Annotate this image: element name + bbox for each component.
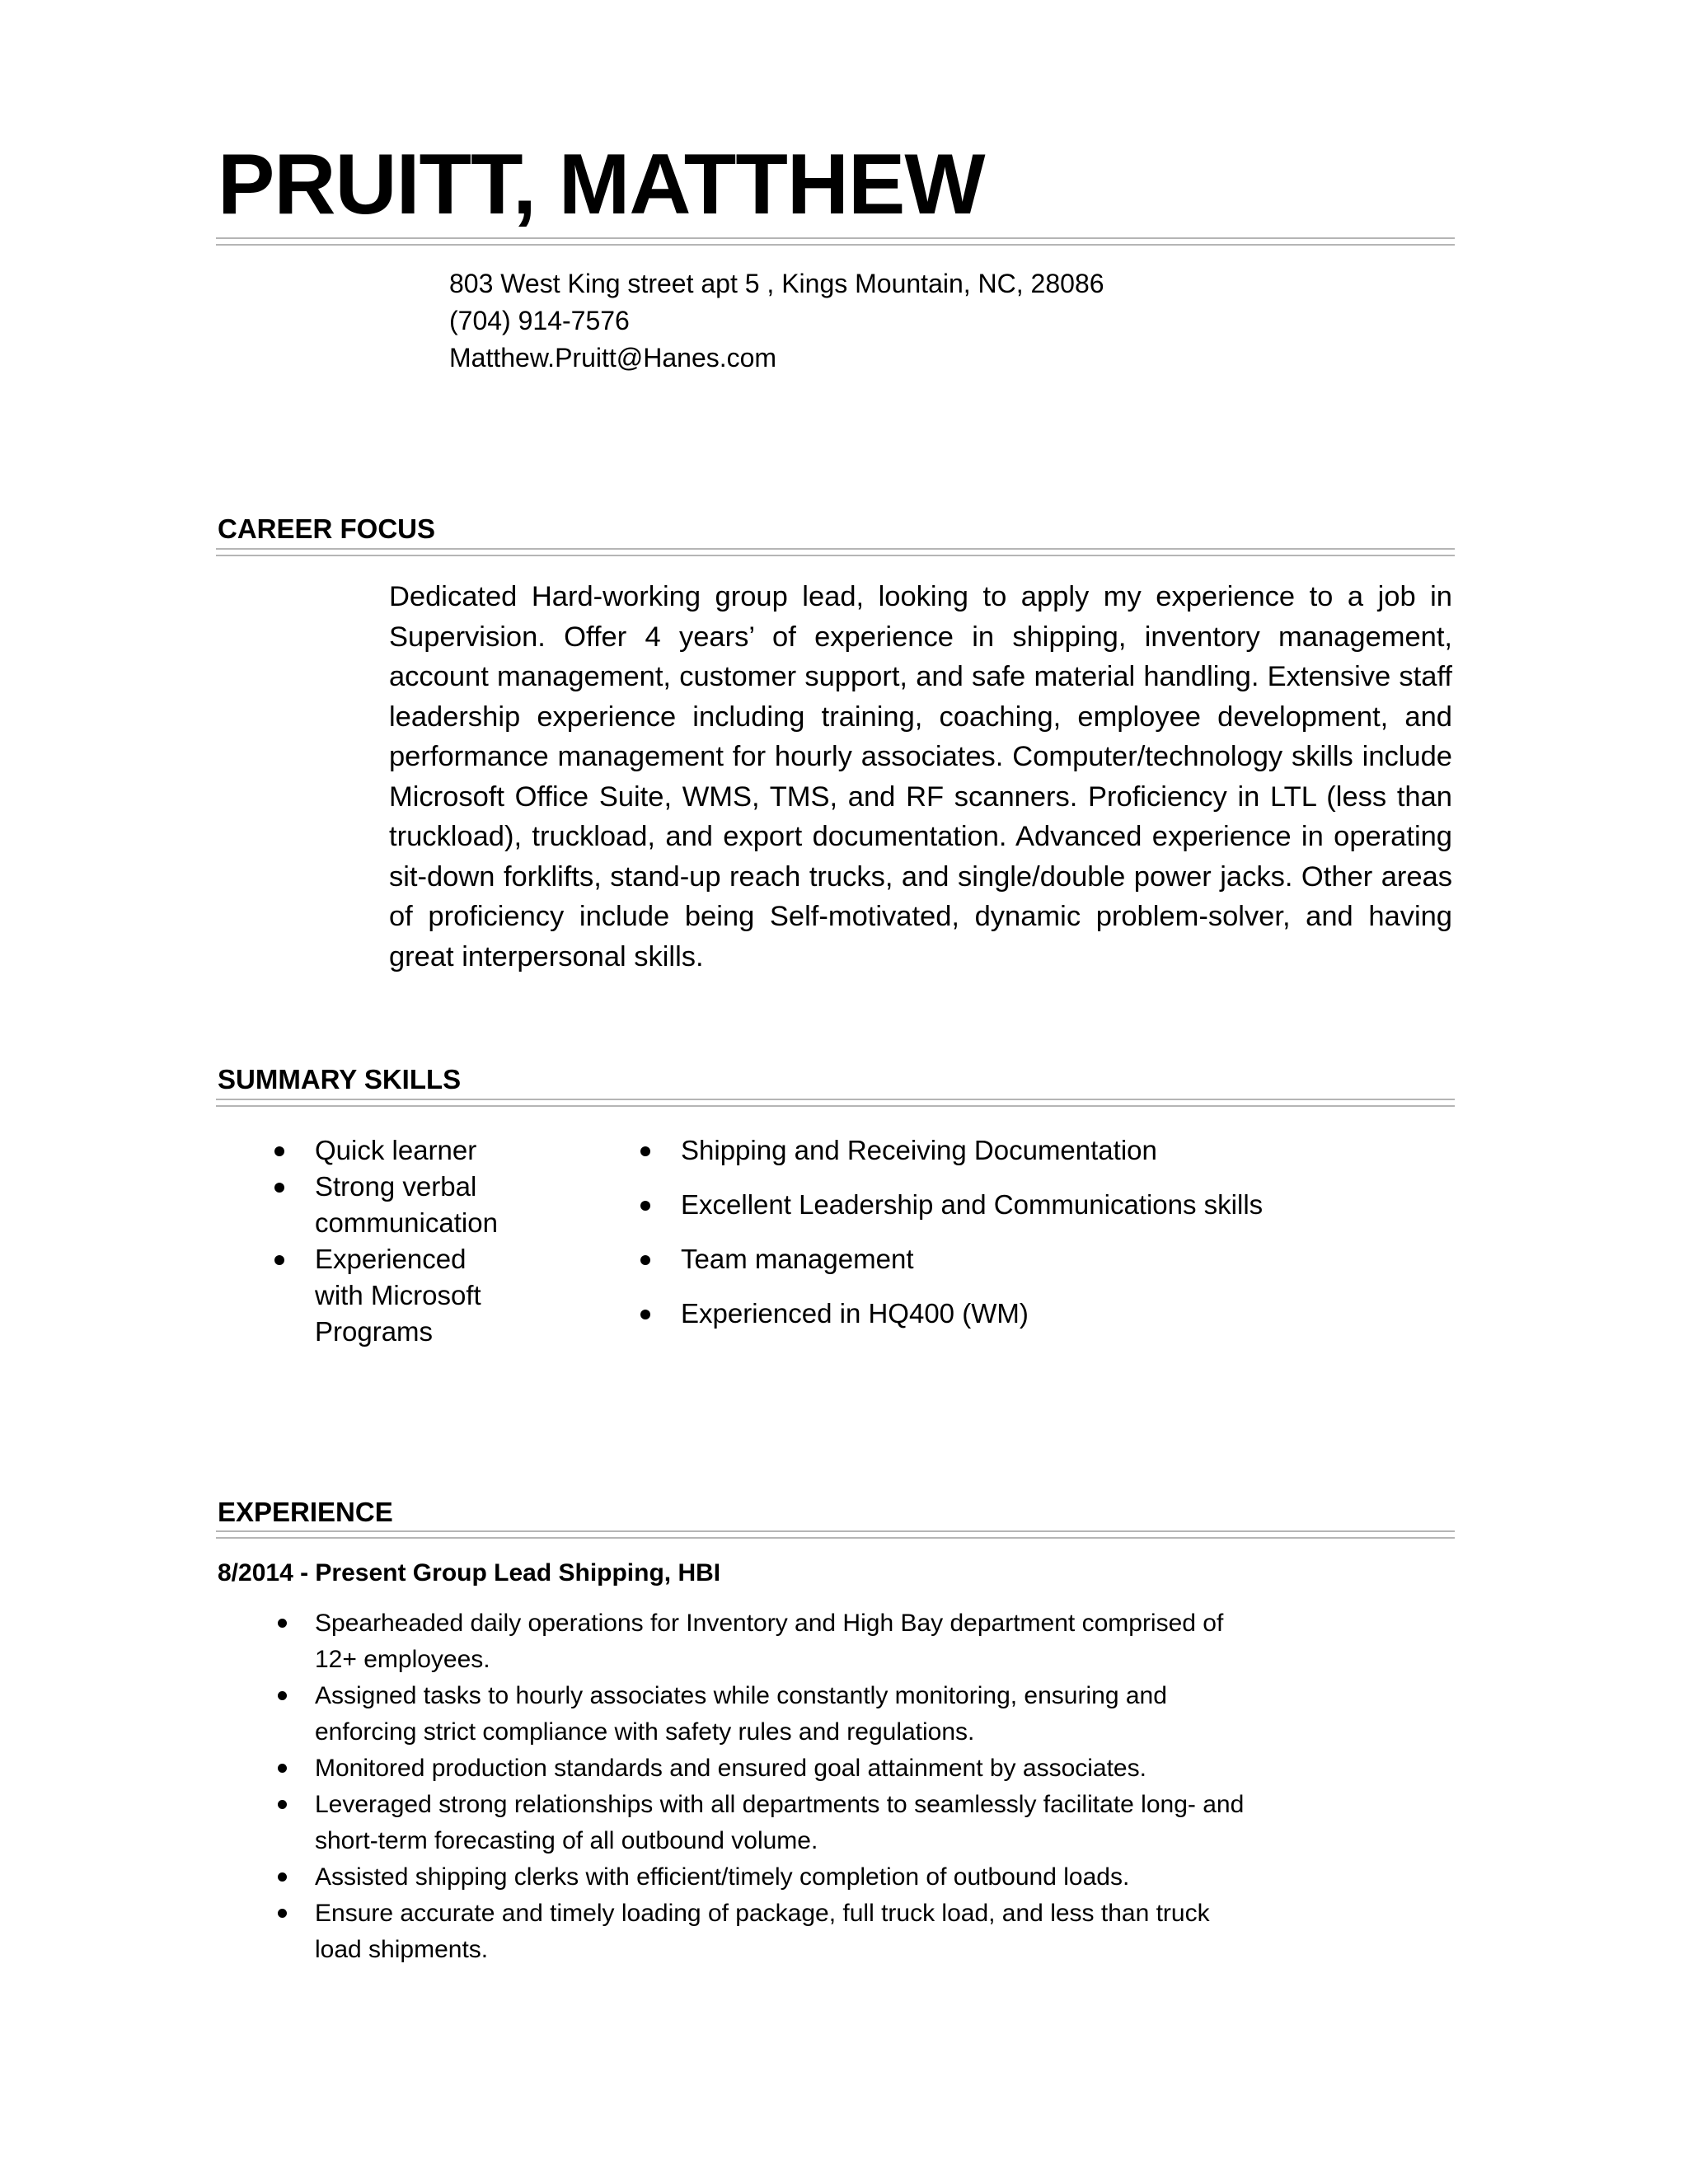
- section-title-career-focus: CAREER FOCUS: [218, 513, 436, 544]
- skill-label: Quick learner: [315, 1135, 477, 1165]
- list-item: [315, 1605, 1263, 1678]
- bullet-icon: [640, 1310, 650, 1319]
- list-item: [315, 1896, 1263, 1968]
- summary-skills-divider: [216, 1099, 1455, 1107]
- experience-bullet-text: Leveraged strong relationships with all departments to seamlessly facilitate long- and short-term forecasting of all outbound volume.: [315, 1791, 1245, 1854]
- bullet-icon: [640, 1146, 650, 1156]
- address: 803 West King street apt 5 , Kings Mountain, NC, 28086: [449, 269, 1104, 298]
- skills-list-left: [315, 1132, 521, 1350]
- bullet-icon: [274, 1183, 284, 1193]
- list-item: [315, 1169, 521, 1241]
- career-focus-text: Dedicated Hard-working group lead, looking to apply my experience to a job in Supervision. Offer 4 years’ of experience in shipping, inventory management, account management, customer support, and safe material handling. Extensive staff leadership experience including training, coaching, employee development, and performance management for hourly associates. Computer/technology skills include Microsoft Office Suite, WMS, TMS, and RF scanners. Proficiency in LTL (less than truckload), truckload, and export documentation. Advanced experience in operating sit-down forklifts, stand-up reach trucks, and single/double power jacks. Other areas of proficiency include being Self-motivated, dynamic problem-solver, and having great interpersonal skills.: [389, 581, 1452, 972]
- bullet-icon: [278, 1691, 287, 1700]
- contact-block: [449, 265, 1104, 377]
- bullet-icon: [278, 1872, 287, 1882]
- list-item: [315, 1241, 521, 1350]
- career-focus-divider: [216, 548, 1455, 556]
- email[interactable]: Matthew.Pruitt@Hanes.com: [449, 343, 777, 373]
- experience-divider: [216, 1530, 1455, 1539]
- list-item: [681, 1241, 1423, 1296]
- skill-label: Team management: [681, 1244, 914, 1274]
- bullet-icon: [278, 1619, 287, 1628]
- phone: (704) 914-7576: [449, 306, 630, 335]
- section-title-experience: EXPERIENCE: [218, 1497, 393, 1527]
- bullet-icon: [278, 1800, 287, 1809]
- bullet-icon: [640, 1201, 650, 1211]
- list-item: [315, 1859, 1263, 1896]
- experience-bullet-text: Assisted shipping clerks with efficient/timely completion of outbound loads.: [315, 1863, 1130, 1891]
- list-item: [315, 1132, 521, 1169]
- skills-list-right: [681, 1132, 1423, 1350]
- experience-bullet-text: Monitored production standards and ensured goal attainment by associates.: [315, 1755, 1146, 1782]
- skill-label: Excellent Leadership and Communications skills: [681, 1189, 1264, 1220]
- experience-bullet-text: Spearheaded daily operations for Inventory and High Bay department comprised of 12+ employees.: [315, 1610, 1224, 1673]
- job-title: 8/2014 - Present Group Lead Shipping, HBI: [218, 1559, 721, 1586]
- list-item: [681, 1132, 1423, 1187]
- skill-label: Strong verbal communication: [315, 1171, 498, 1238]
- bullet-icon: [278, 1764, 287, 1773]
- skill-label: Experienced with Microsoft Programs: [315, 1244, 481, 1347]
- list-item: [681, 1296, 1423, 1350]
- section-title-summary-skills: SUMMARY SKILLS: [218, 1064, 462, 1094]
- list-item: [315, 1750, 1263, 1787]
- candidate-name: PRUITT, MATTHEW: [218, 137, 985, 232]
- skill-label: Experienced in HQ400 (WM): [681, 1298, 1029, 1329]
- bullet-icon: [640, 1255, 650, 1265]
- bullet-icon: [274, 1255, 284, 1265]
- experience-bullet-text: Assigned tasks to hourly associates while constantly monitoring, ensuring and enforcing strict compliance with safety rules and regulations.: [315, 1682, 1167, 1746]
- skill-label: Shipping and Receiving Documentation: [681, 1135, 1157, 1165]
- list-item: [315, 1678, 1263, 1750]
- experience-bullets: [315, 1605, 1263, 1968]
- list-item: [315, 1787, 1263, 1859]
- bullet-icon: [278, 1909, 287, 1918]
- list-item: [681, 1187, 1423, 1241]
- experience-bullet-text: Ensure accurate and timely loading of package, full truck load, and less than truck load shipments.: [315, 1900, 1210, 1963]
- header-divider: [216, 237, 1455, 246]
- bullet-icon: [274, 1146, 284, 1156]
